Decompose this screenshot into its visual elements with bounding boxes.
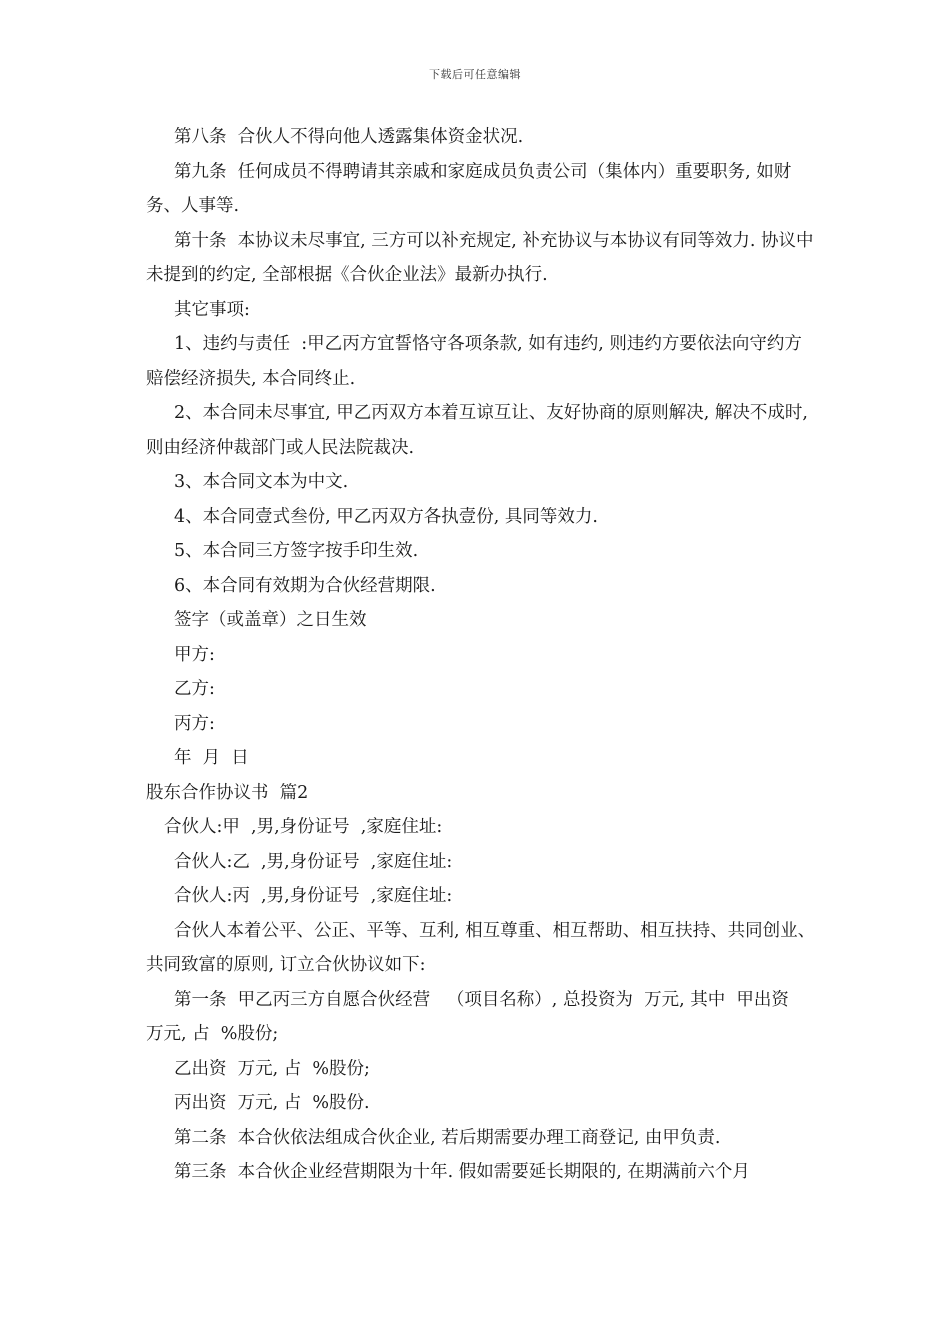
paragraph: 6、本合同有效期为合伙经营期限. [174,575,436,596]
paragraph: 第八条 合伙人不得向他人透露集体资金状况. [174,127,524,147]
paragraph: 合伙人:丙 ,男,身份证号 ,家庭住址: [174,886,453,906]
paragraph: 乙出资 万元, 占 %股份; [174,1058,370,1079]
paragraph: 第一条 甲乙丙三方自愿合伙经营 （项目名称）, 总投资为 万元, 其中 甲出资 万元, 占 %股份; [146,989,800,1044]
paragraph: 签字（或盖章）之日生效 [174,610,367,630]
document-body [146,120,816,1190]
paragraph: 合伙人:乙 ,男,身份证号 ,家庭住址: [174,851,453,872]
paragraph: 1、违约与责任 :甲乙丙方宜誓恪守各项条款, 如有违约, 则违约方要依法向守约方赔偿经济损失, 本合同终止. [146,334,802,389]
paragraph: 丙出资 万元, 占 %股份. [174,1093,370,1113]
paragraph: 第九条 任何成员不得聘请其亲戚和家庭成员负责公司（集体内）重要职务, 如财务、人事等. [146,161,792,216]
paragraph: 甲方: [174,644,215,665]
paragraph: 年 月 日 [174,748,249,768]
page-header: 下载后可任意编辑 [429,68,521,81]
paragraph: 第三条 本合伙企业经营期限为十年. 假如需要延长期限的, 在期满前六个月 [174,1162,750,1182]
paragraph: 2、本合同未尽事宜, 甲乙丙双方本着互谅互让、友好协商的原则解决, 解决不成时, 则由经济仲裁部门或人民法院裁决. [146,403,814,458]
paragraph: 第十条 本协议未尽事宜, 三方可以补充规定, 补充协议与本协议有同等效力. 协议中未提到的约定, 全部根据《合伙企业法》最新办执行. [146,230,814,285]
paragraph: 第二条 本合伙依法组成合伙企业, 若后期需要办理工商登记, 由甲负责. [174,1127,721,1148]
paragraph: 乙方: [174,679,215,699]
paragraph: 丙方: [174,713,215,734]
paragraph: 合伙人本着公平、公正、平等、互利, 相互尊重、相互帮助、相互扶持、共同创业、共同致富的原则, 订立合伙协议如下: [146,920,816,975]
paragraph: 5、本合同三方签字按手印生效. [174,541,419,561]
paragraph: 合伙人:甲 ,男,身份证号 ,家庭住址: [164,817,443,837]
paragraph: 3、本合同文本为中文. [174,472,349,492]
paragraph: 4、本合同壹式叁份, 甲乙丙双方各执壹份, 具同等效力. [174,506,598,527]
paragraph: 其它事项: [174,299,250,320]
paragraph: 股东合作协议书 篇2 [146,782,309,803]
